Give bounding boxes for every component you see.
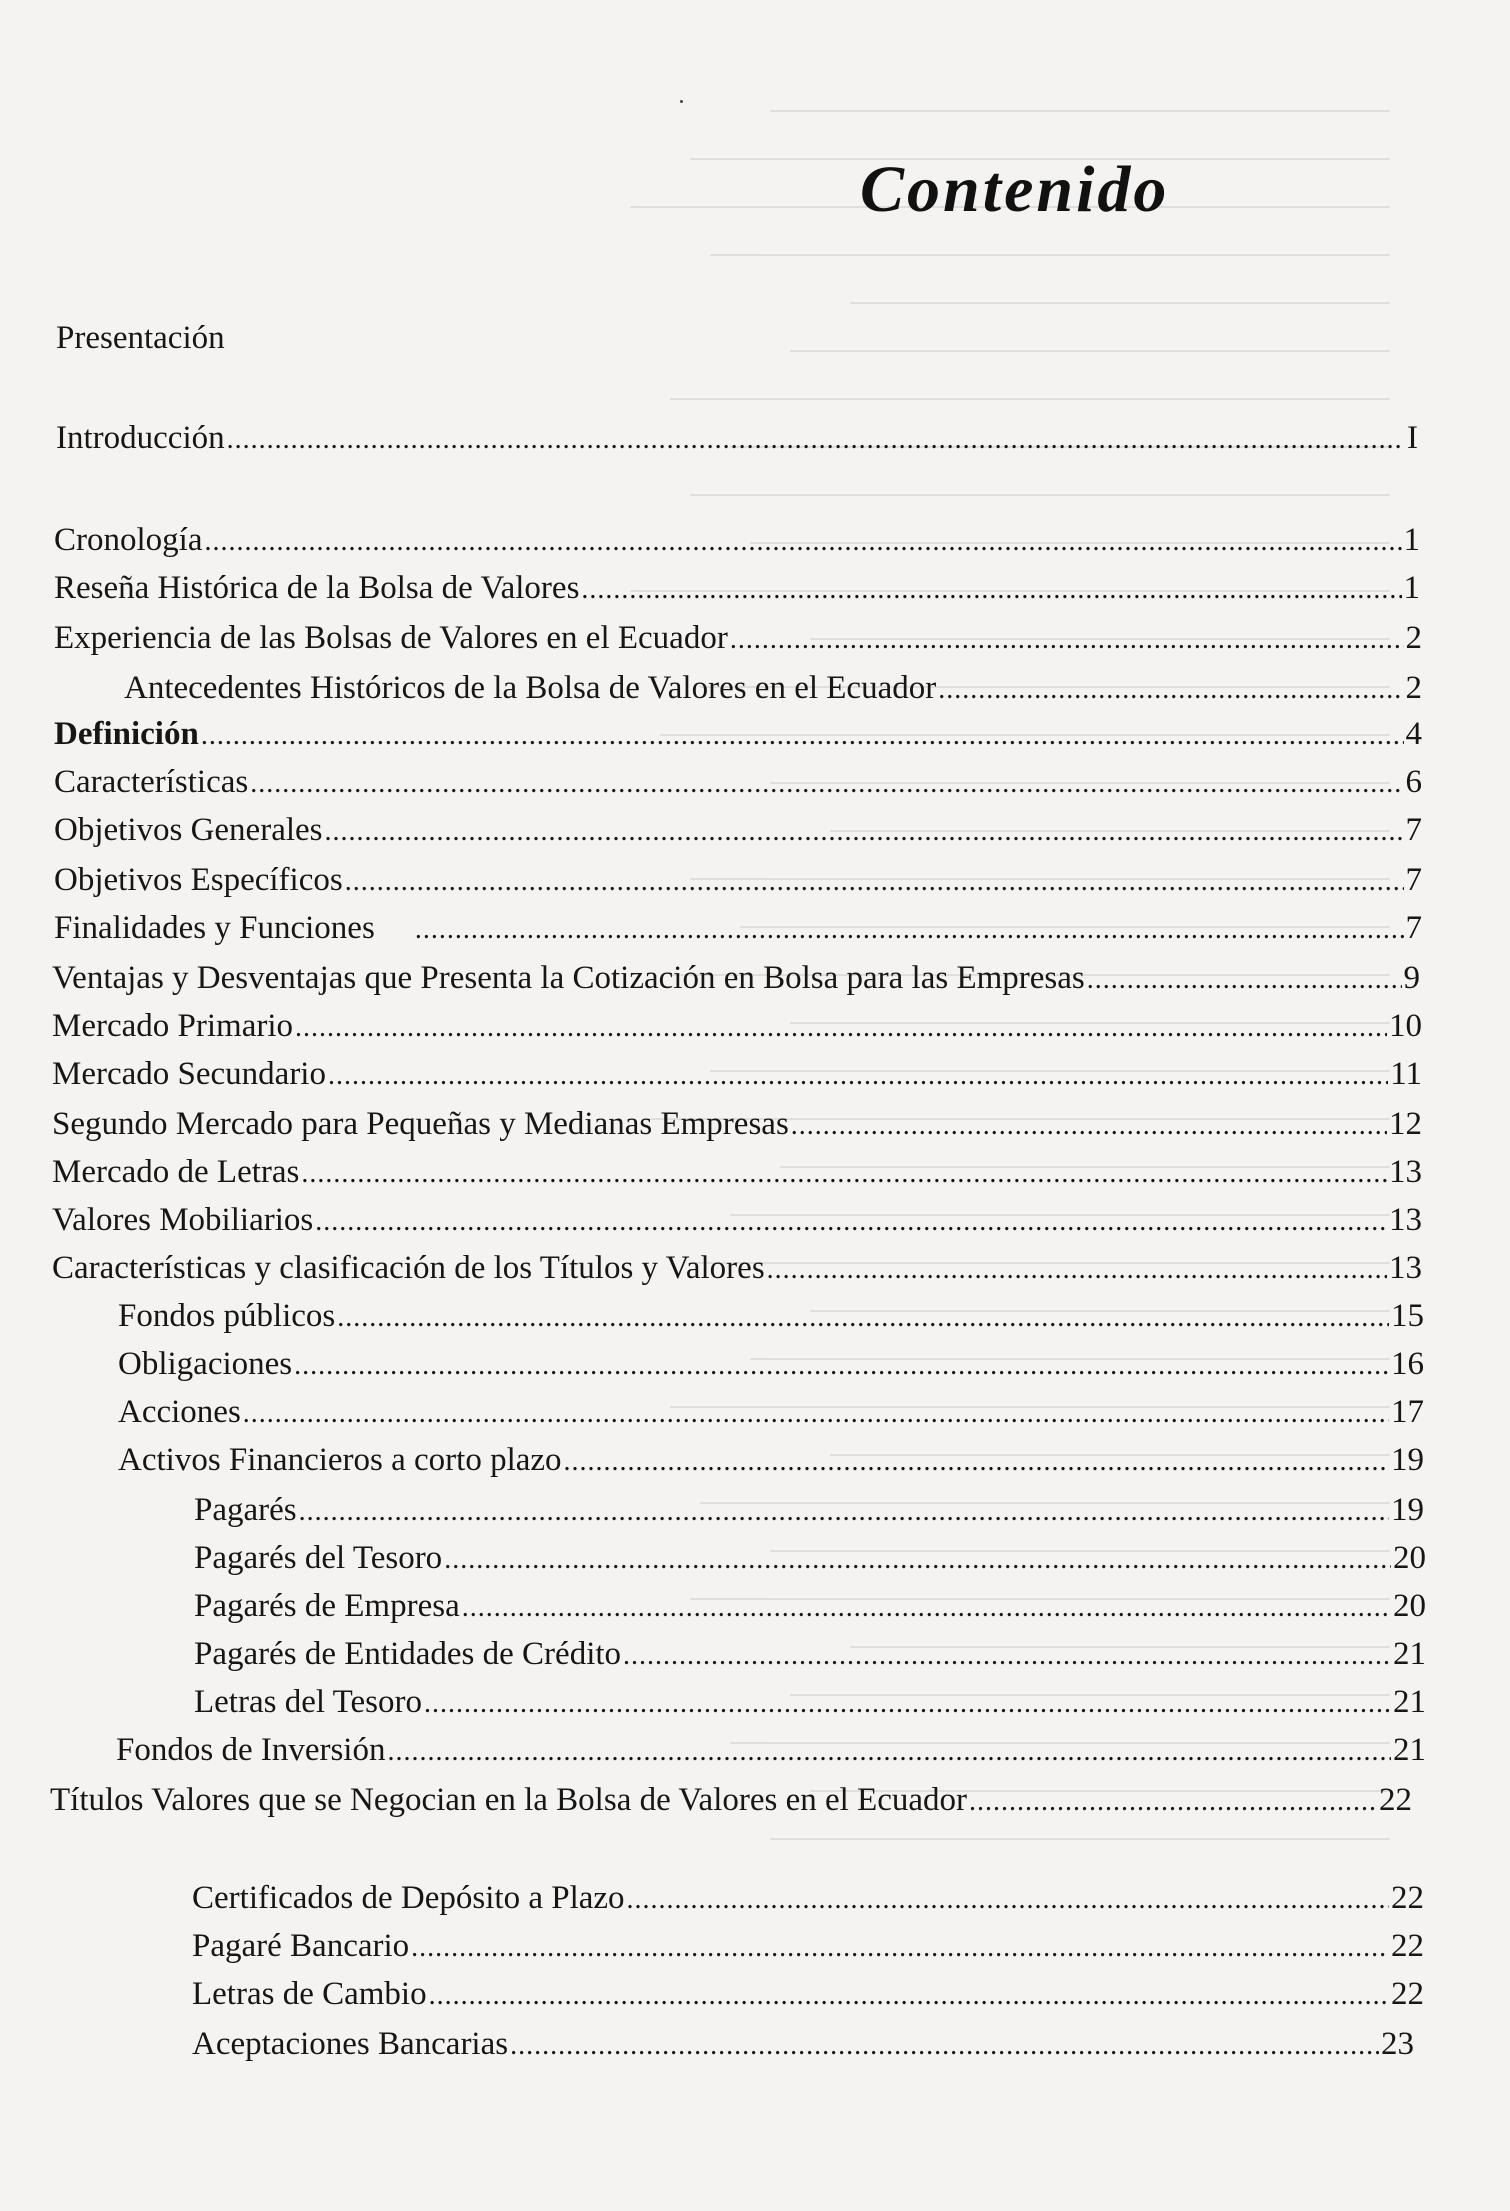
toc-leader-dots	[791, 1104, 1387, 1146]
toc-entry-label: Activos Financieros a corto plazo	[118, 1442, 562, 1478]
toc-leader-dots	[295, 1006, 1387, 1048]
toc-entry[interactable]	[194, 1586, 1426, 1628]
toc-entry-page: 9	[1403, 960, 1420, 996]
toc-entry-page: 13	[1389, 1250, 1422, 1286]
toc-entry-page: 10	[1389, 1008, 1422, 1044]
toc-entry[interactable]	[50, 1780, 1412, 1822]
toc-entry-label: Obligaciones	[118, 1346, 293, 1382]
toc-entry-page: 21	[1393, 1684, 1426, 1720]
toc-entry-label: Finalidades y Funciones	[54, 910, 375, 946]
toc-entry[interactable]	[118, 1344, 1424, 1386]
toc-entry-page: 2	[1405, 620, 1422, 656]
toc-entry-page: 12	[1389, 1106, 1422, 1142]
toc-entry-label: Ventajas y Desventajas que Presenta la Cotización en Bolsa para las Empresas	[52, 960, 1085, 996]
toc-entry-page: 16	[1391, 1346, 1424, 1382]
toc-leader-dots	[564, 1440, 1389, 1482]
toc-entry-label: Cronología	[54, 522, 203, 558]
toc-entry-label: Mercado Secundario	[52, 1056, 326, 1092]
toc-entry[interactable]	[54, 618, 1422, 660]
toc-leader-dots	[315, 1200, 1387, 1242]
toc-entry-page: 22	[1379, 1782, 1412, 1818]
toc-entry[interactable]	[192, 2024, 1414, 2066]
toc-entry-label: Características y clasificación de los Títulos y Valores	[52, 1250, 765, 1286]
toc-leader-dots	[299, 1490, 1389, 1532]
toc-entry-label: Pagarés de Entidades de Crédito	[194, 1636, 622, 1672]
toc-entry-page: 20	[1393, 1588, 1426, 1624]
toc-entry[interactable]	[54, 908, 1422, 950]
toc-leader-dots	[627, 1878, 1389, 1920]
toc-entry-page: 23	[1381, 2026, 1414, 2062]
toc-leader-dots	[767, 1248, 1387, 1290]
toc-entry[interactable]	[54, 568, 1420, 610]
toc-entry[interactable]	[56, 318, 1436, 358]
toc-leader-dots	[424, 1682, 1391, 1724]
toc-entry-page: 4	[1405, 716, 1422, 752]
toc-entry[interactable]	[118, 1296, 1424, 1338]
toc-entry-label: Letras de Cambio	[192, 1976, 427, 2012]
toc-entry-page: 13	[1389, 1154, 1422, 1190]
toc-entry[interactable]	[194, 1490, 1424, 1532]
toc-entry-page: 13	[1389, 1202, 1422, 1238]
toc-entry-page: 7	[1405, 862, 1422, 898]
toc-entry-label: Mercado Primario	[52, 1008, 294, 1044]
toc-leader-dots	[411, 1926, 1389, 1968]
toc-entry[interactable]	[56, 418, 1418, 460]
toc-entry-page: 15	[1391, 1298, 1424, 1334]
toc-leader-dots	[462, 1586, 1391, 1628]
toc-entry-label: Definición	[54, 716, 199, 752]
toc-leader-dots	[294, 1344, 1389, 1386]
toc-entry-label: Certificados de Depósito a Plazo	[192, 1880, 625, 1916]
toc-entry-page: 21	[1393, 1636, 1426, 1672]
toc-leader-dots	[581, 568, 1401, 610]
toc-entry-label: Reseña Histórica de la Bolsa de Valores	[54, 570, 580, 606]
toc-leader-dots	[227, 418, 1402, 460]
toc-leader-dots	[337, 1296, 1389, 1338]
toc-entry[interactable]	[54, 520, 1420, 562]
toc-entry[interactable]	[194, 1538, 1426, 1580]
toc-leader-dots	[250, 762, 1403, 804]
toc-entry[interactable]	[192, 1878, 1424, 1920]
toc-leader-dots	[387, 1730, 1391, 1772]
toc-entry-label: Letras del Tesoro	[194, 1684, 423, 1720]
toc-entry[interactable]	[54, 714, 1422, 756]
toc-entry-page: 7	[1405, 812, 1422, 848]
toc-entry[interactable]	[54, 860, 1422, 902]
toc-leader-dots	[510, 2024, 1379, 2066]
toc-entry-page: 7	[1405, 910, 1422, 946]
toc-leader-dots	[328, 1054, 1388, 1096]
toc-entry-page: 17	[1391, 1394, 1424, 1430]
toc-entry[interactable]	[52, 1152, 1422, 1194]
toc-entry[interactable]	[52, 1006, 1422, 1048]
toc-entry-label: Objetivos Específicos	[54, 862, 343, 898]
toc-entry-page: 22	[1391, 1976, 1424, 2012]
toc-entry[interactable]	[52, 1248, 1422, 1290]
toc-entry[interactable]	[54, 762, 1422, 804]
page-title: Contenido	[860, 153, 1170, 226]
toc-entry[interactable]	[52, 958, 1420, 1000]
toc-entry-label: Fondos de Inversión	[116, 1732, 386, 1768]
toc-entry[interactable]	[118, 1392, 1424, 1434]
toc-entry-label: Mercado de Letras	[52, 1154, 300, 1190]
toc-entry[interactable]	[116, 1730, 1426, 1772]
toc-leader-dots	[325, 810, 1404, 852]
toc-entry-label: Características	[54, 764, 249, 800]
toc-leader-dots	[969, 1780, 1377, 1822]
toc-entry-page: 22	[1391, 1928, 1424, 1964]
toc-entry[interactable]	[118, 1440, 1424, 1482]
toc-leader-dots	[938, 668, 1403, 710]
toc-entry-page: 1	[1403, 570, 1420, 606]
toc-leader-dots	[1087, 958, 1402, 1000]
toc-entry[interactable]	[194, 1634, 1426, 1676]
toc-entry-page: 1	[1403, 522, 1420, 558]
toc-leader-dots	[730, 618, 1404, 660]
toc-entry[interactable]	[124, 668, 1422, 710]
toc-entry-label: Pagarés de Empresa	[194, 1588, 460, 1624]
toc-entry-page: 6	[1405, 764, 1422, 800]
toc-entry-page: 19	[1391, 1442, 1424, 1478]
toc-entry-page: 2	[1405, 670, 1422, 706]
toc-leader-dots	[301, 1152, 1387, 1194]
toc-entry-page: 22	[1391, 1880, 1424, 1916]
toc-leader-dots	[243, 1392, 1389, 1434]
toc-entry-label: Segundo Mercado para Pequeñas y Medianas Empresas	[52, 1106, 789, 1142]
toc-entry-label: Pagarés	[194, 1492, 297, 1528]
toc-entry-label: Presentación	[56, 320, 225, 356]
toc-leader-dots	[429, 1974, 1389, 2016]
toc-entry[interactable]	[52, 1054, 1422, 1096]
toc-entry-page: 19	[1391, 1492, 1424, 1528]
toc-leader-dots	[415, 908, 1404, 950]
toc-leader-dots	[444, 1538, 1391, 1580]
toc-leader-dots	[201, 714, 1404, 756]
toc-entry-label: Experiencia de las Bolsas de Valores en el Ecuador	[54, 620, 728, 656]
toc-entry-label: Títulos Valores que se Negocian en la Bolsa de Valores en el Ecuador	[50, 1782, 968, 1818]
toc-entry-page: 11	[1390, 1056, 1422, 1092]
toc-leader-dots	[623, 1634, 1391, 1676]
toc-entry[interactable]	[192, 1926, 1424, 1968]
toc-entry-page: 21	[1393, 1732, 1426, 1768]
toc-entry-label: Aceptaciones Bancarias	[192, 2026, 509, 2062]
toc-leader-dots	[204, 520, 1401, 562]
toc-entry-label: Pagarés del Tesoro	[194, 1540, 443, 1576]
toc-leader-dots	[345, 860, 1404, 902]
toc-entry-page: 20	[1393, 1540, 1426, 1576]
toc-entry[interactable]	[52, 1200, 1422, 1242]
toc-entry-label: Valores Mobiliarios	[52, 1202, 314, 1238]
toc-entry-label: Acciones	[118, 1394, 241, 1430]
toc-entry[interactable]	[54, 810, 1422, 852]
toc-entry-label: Pagaré Bancario	[192, 1928, 410, 1964]
toc-entry[interactable]	[52, 1104, 1422, 1146]
toc-entry-label: Antecedentes Históricos de la Bolsa de Valores en el Ecuador	[124, 670, 937, 706]
toc-entry[interactable]	[194, 1682, 1426, 1724]
toc-entry-label: Fondos públicos	[118, 1298, 336, 1334]
toc-entry-page: I	[1407, 420, 1418, 456]
toc-entry-label: Objetivos Generales	[54, 812, 323, 848]
toc-entry[interactable]	[192, 1974, 1424, 2016]
toc-entry-label: Introducción	[56, 420, 225, 456]
